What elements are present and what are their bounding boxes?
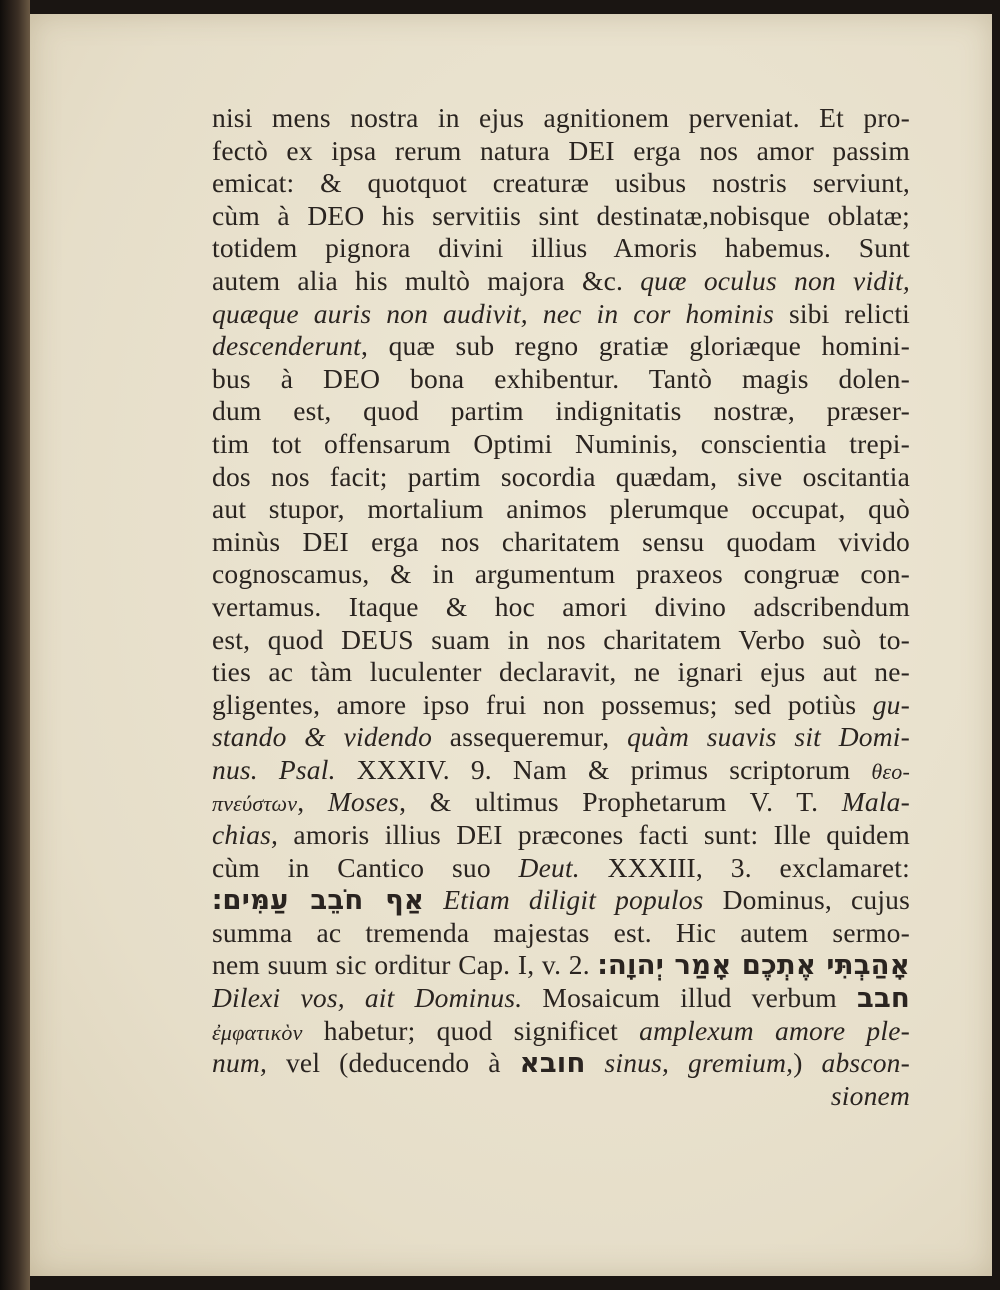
italic-run: num, <box>212 1047 268 1079</box>
text-run: gligentes, amore ipso frui non possemus; sed potiùs <box>212 688 873 720</box>
text-run: aut stupor, mortalium animos plerumque occupat, quò <box>212 493 910 525</box>
text-run: cùm à DEO his servitiis sint destinatæ,nobisque oblatæ; <box>212 199 910 231</box>
greek-run: πνεύστων <box>212 791 298 817</box>
italic-run: sionem <box>830 1079 910 1111</box>
italic-run: Mala- <box>841 786 910 818</box>
text-line <box>212 1047 910 1080</box>
text-run: est, quod DEUS suam in nos charitatem Verbo suò to- <box>212 623 910 655</box>
italic-run: stando & videndo <box>212 721 433 753</box>
text-run: XXXIV. 9. Nam & primus scriptorum <box>335 753 872 785</box>
text-run: totidem pignora divini illius Amoris habemus. Sunt <box>212 232 910 264</box>
italic-run: quàm suavis sit Domi- <box>627 721 910 753</box>
text-line <box>212 135 910 168</box>
text-run: sibi relicti <box>774 297 910 329</box>
text-run: ties ac tàm luculenter declaravit, ne ignari ejus aut ne- <box>212 656 910 688</box>
text-line <box>212 982 910 1015</box>
text-line <box>212 819 910 852</box>
text-run <box>424 884 443 915</box>
book-spine-shadow <box>0 0 30 1290</box>
text-run <box>586 1047 605 1078</box>
italic-run: gu- <box>872 688 910 720</box>
italic-run: quæ oculus non vidit, <box>640 264 910 296</box>
italic-run: quæque auris non audivit, nec in cor hominis <box>212 297 775 329</box>
text-line <box>212 689 910 722</box>
text-line <box>212 232 910 265</box>
text-line <box>212 298 910 331</box>
text-run: minùs DEI erga nos charitatem sensu quodam vivido <box>212 525 910 557</box>
text-line <box>212 949 910 982</box>
text-line <box>212 786 910 819</box>
text-run: Dominus, cujus <box>703 884 910 916</box>
greek-run: θεο- <box>871 758 910 784</box>
text-run: autem alia his multò majora &c. <box>212 264 641 296</box>
text-run: XXXIII, 3. exclamaret: <box>579 851 910 883</box>
italic-run: nus. Psal. <box>212 753 336 785</box>
text-run: nisi mens nostra in ejus agnitionem perveniat. Et pro- <box>212 102 910 133</box>
text-line <box>212 754 910 787</box>
italic-run: descenderunt <box>212 330 362 362</box>
text-line <box>212 1015 910 1048</box>
text-line <box>212 167 910 200</box>
italic-run: Moses <box>327 786 400 818</box>
hebrew-run: חבב <box>856 982 910 1015</box>
italic-run: Deut. <box>518 851 580 883</box>
text-run: vertamus. Itaque & hoc amori divino adscribendum <box>212 590 910 622</box>
text-run: ) <box>793 1047 822 1079</box>
text-run: vel (deducendo à <box>267 1047 520 1079</box>
text-run: emicat: & quotquot creaturæ usibus nostris serviunt, <box>212 167 910 199</box>
text-line <box>212 721 910 754</box>
text-line <box>212 624 910 657</box>
text-run: amoris illius DEI præcones facti sunt: Ille quidem <box>278 819 910 851</box>
page-text-block <box>212 102 910 1112</box>
text-run: tim tot offensarum Optimi Numinis, conscientia trepi- <box>212 427 910 459</box>
text-run: cùm in Cantico suo <box>212 851 519 883</box>
text-run: summa ac tremenda majestas est. Hic autem sermo- <box>212 916 910 948</box>
text-run: assequeremur, <box>432 721 628 753</box>
italic-run: amplexum amore ple- <box>639 1014 910 1046</box>
text-run: , & ultimus Prophetarum V. T. <box>399 786 842 818</box>
italic-run: sinus, gremium, <box>604 1047 794 1079</box>
text-run: dos nos facit; partim socordia quædam, sive oscitantia <box>212 460 910 492</box>
hebrew-run: אַף חֹבֵב עַמִּים׃ <box>212 884 425 917</box>
text-run: fectò ex ipsa rerum natura DEI erga nos amor passim <box>212 134 910 166</box>
text-line <box>212 428 910 461</box>
text-run: nem suum sic orditur Cap. I, v. 2. <box>212 949 598 981</box>
text-line <box>212 265 910 298</box>
text-line <box>212 917 910 950</box>
text-line <box>212 591 910 624</box>
text-run: cognoscamus, & in argumentum praxeos congruæ con- <box>212 558 910 590</box>
text-run: habetur; quod significet <box>302 1014 640 1046</box>
italic-run: Etiam diligit populos <box>443 884 704 916</box>
text-line <box>212 102 910 135</box>
text-line <box>212 395 910 428</box>
text-line <box>212 526 910 559</box>
text-line <box>212 884 910 917</box>
text-line <box>212 656 910 689</box>
text-run: , <box>297 786 328 818</box>
italic-run: chias, <box>212 819 279 851</box>
text-run: bus à DEO bona exhibentur. Tantò magis dolen- <box>212 362 910 394</box>
text-line <box>212 461 910 494</box>
text-line <box>212 363 910 396</box>
text-run: Mosaicum illud verbum <box>522 982 857 1014</box>
hebrew-run: אָהַבְתִּי אֶתְכֶם אָמַר יְהוָה׃ <box>597 949 910 982</box>
text-line <box>212 852 910 885</box>
text-run: , quæ sub regno gratiæ gloriæque homini- <box>361 330 910 362</box>
italic-run: Dilexi vos, ait Dominus. <box>212 982 523 1014</box>
text-line <box>212 1080 910 1113</box>
text-run: dum est, quod partim indignitatis nostræ, præser- <box>212 395 910 427</box>
text-line <box>212 558 910 591</box>
greek-run: ἐμφατικὸν <box>212 1019 303 1045</box>
text-line <box>212 330 910 363</box>
hebrew-run: חובא <box>519 1047 586 1080</box>
text-line <box>212 200 910 233</box>
text-line <box>212 493 910 526</box>
italic-run: abscon- <box>821 1047 910 1079</box>
